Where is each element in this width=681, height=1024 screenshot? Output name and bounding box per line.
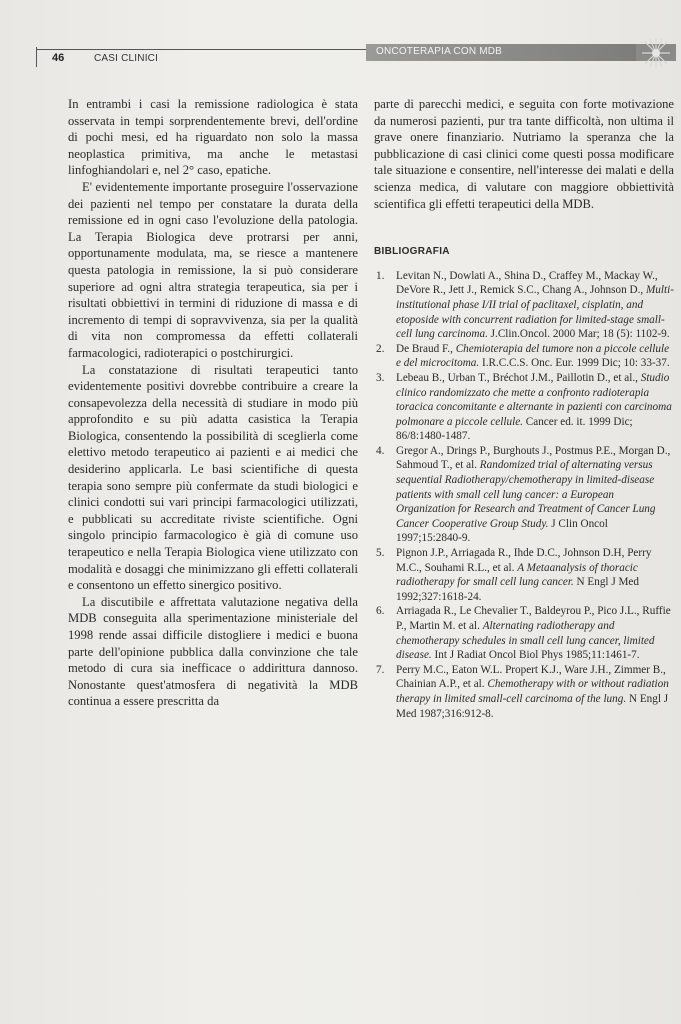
reference-number: 2. bbox=[376, 342, 385, 355]
reference-source: I.R.C.C.S. Onc. Eur. 1999 Dic; 10: 33-37. bbox=[479, 357, 670, 370]
reference-source: Cancer ed. it. 1999 Dic; 86/8:1480-1487. bbox=[396, 415, 633, 443]
reference-authors: Gregor A., Drings P., Burghouts J., Postmus P.E., Morgan D., Sahmoud T., et al. bbox=[396, 444, 671, 472]
reference-authors: Arriagada R., Le Chevalier T., Baldeyrou P., Pico J.L., Ruffie P., Martin M. et al. bbox=[396, 605, 671, 632]
body-paragraph: La discutibile e affrettata valutazione negativa della MDB conseguita alla sperimentazione ministeriale del 1998 rende assai difficile distogliere i medici e buona parte dell'opinione pubblica dalla convinzione che tale metodo di cura sia inefficace o addirittura dannoso. Nonostante quest'atmosfera di negatività la MDB continua a essere prescritta da bbox=[68, 594, 358, 709]
reference-title: Chemotherapy with or without radiation therapy in limited small-cell carcinoma of the lung. bbox=[396, 678, 669, 705]
reference-number: 4. bbox=[376, 444, 385, 457]
body-paragraph: La constatazione di risultati terapeutici tanto evidentemente positivi dovrebbe contribuire a creare la consapevolezza della necessità di studiare in modo più approfondito e su più adatta casistica la Terapia Biologica, consentendo la possibilità di sceglierla come elettivo metodo terapeutico ai pazienti e ai medici che desiderino applicarla. Le basi scientifiche di questa terapia sono sempre più confermate da studi biologici e clinici condotti sui vari principi farmacologici utilizzati, e pubblicati su accreditate riviste scientifiche. Ogni singolo principio farmacologico è già di comune uso terapeutico e nella Terapia Biologica viene utilizzato con modalità e dosaggi che minimizzano gli effetti collaterali e consentono un effetto sinergico positivo. bbox=[68, 362, 358, 593]
reference-title: Randomized trial of alternating versus sequential Radiotherapy/chemotherapy in limited-disease patients with small cell lung cancer: a European Organization for Research and Treatment of Cancer Lung Cancer Cooperative Group Study. bbox=[396, 459, 656, 530]
bibliography-item bbox=[374, 269, 674, 342]
reference-authors: Perry M.C., Eaton W.L. Propert K.J., Ware J.H., Zimmer B., Chainian A.P., et al. bbox=[396, 663, 666, 691]
running-header bbox=[0, 42, 681, 72]
bibliography-item bbox=[374, 663, 674, 721]
star-burst-logo-icon bbox=[636, 36, 676, 70]
reference-number: 5. bbox=[376, 547, 385, 560]
bibliography-item bbox=[374, 604, 674, 662]
reference-authors: Levitan N., Dowlati A., Shina D., Craffey M., Mackay W., DeVore R., Jett J., Remick S.C., Chang A., Johnson D., bbox=[396, 269, 658, 297]
bibliography-item bbox=[374, 371, 674, 444]
bibliography-item bbox=[374, 444, 674, 546]
right-column bbox=[374, 96, 674, 721]
body-paragraph: E' evidentemente importante proseguire l'osservazione dei pazienti nel tempo per constatare la durata della remissione ed in ogni caso l'evoluzione della patologia. La Terapia Biologica deve protrarsi per anni, opportunamente modulata, ma, se riesce a mantenere questa patologia in remissione, la si può considerare superiore ad ogni altra strategia terapeutica, sia per i risultati obbiettivi in termini di riduzione di massa e di incremento di tempi di sopravvivenza, sia per la qualità di vita non compromessa da effetti collaterali farmacologici, radioterapici o postchirurgici. bbox=[68, 179, 358, 360]
body-paragraph: In entrambi i casi la remissione radiologica è stata osservata in tempi sorprendentemente brevi, dell'ordine di pochi mesi, ed ha riguardato non solo la massa neoplastica primitiva, ma anche le metastasi linfoghiandolari e, nel 2° caso, epatiche. bbox=[68, 97, 358, 178]
reference-title: Alternating radiotherapy and chemotherapy schedules in small cell lung cancer, limited disease. bbox=[396, 620, 655, 662]
reference-number: 6. bbox=[376, 605, 385, 618]
bibliography-list bbox=[374, 269, 674, 721]
reference-source: N Engl J Med 1987;316:912-8. bbox=[396, 692, 669, 720]
journal-band bbox=[366, 44, 636, 61]
bibliography-item bbox=[374, 546, 674, 604]
reference-source: Int J Radiat Oncol Biol Phys 1985;11:1461-7. bbox=[431, 649, 640, 662]
reference-source: J.Clin.Oncol. 2000 Mar; 18 (5): 1102-9. bbox=[487, 328, 670, 341]
reference-source: N Engl J Med 1992;327:1618-24. bbox=[396, 576, 639, 603]
reference-title: A Metaanalysis of thoracic radiotherapy for small cell lung cancer. bbox=[396, 561, 638, 589]
bibliography-item bbox=[374, 342, 674, 371]
reference-source: J Clin Oncol 1997;15:2840-9. bbox=[396, 517, 608, 545]
reference-number: 1. bbox=[376, 269, 385, 282]
page-number: 46 bbox=[52, 52, 65, 64]
reference-authors: Pignon J.P., Arriagada R., Ihde D.C., Johnson D.H, Perry M.C., Souhami R.L., et al. bbox=[396, 547, 652, 574]
reference-title: Chemioterapia del tumore non a piccole cellule e del microcitoma. bbox=[396, 342, 670, 370]
reference-number: 7. bbox=[376, 663, 385, 676]
header-tick-rule bbox=[36, 47, 37, 67]
left-column bbox=[68, 96, 358, 710]
reference-authors: De Braud F., bbox=[396, 342, 456, 355]
reference-number: 3. bbox=[376, 371, 385, 384]
journal-title: ONCOTERAPIA CON MDB bbox=[376, 46, 503, 57]
reference-title: Multi-institutional phase I/II trial of paclitaxel, cisplatin, and etoposide with concurrent radiation for limited-stage small-cell lung carcinoma. bbox=[396, 284, 674, 341]
body-paragraph: parte di parecchi medici, e seguita con forte motivazione da numerosi pazienti, pur tra tante difficoltà, non ultima il grave onere finanziario. Nutriamo la speranza che la pubblicazione di casi clinici come questi possa modificare tale situazione e consentire, nell'interesse dei malati e della scienza medica, di valutare con maggiore obbiettività scientifica gli effetti terapeutici della MDB. bbox=[374, 97, 674, 211]
header-rule bbox=[36, 49, 366, 50]
section-label: CASI CLINICI bbox=[94, 53, 159, 64]
reference-title: Studio clinico randomizzato che mette a confronto radioterapia toracica concomitante e alternante in pazienti con carcinoma polmonare a piccole cellule. bbox=[396, 371, 672, 428]
reference-authors: Lebeau B., Urban T., Bréchot J.M., Paillotin D., et al., bbox=[396, 371, 641, 384]
bibliography-heading: BIBLIOGRAFIA bbox=[374, 246, 450, 258]
